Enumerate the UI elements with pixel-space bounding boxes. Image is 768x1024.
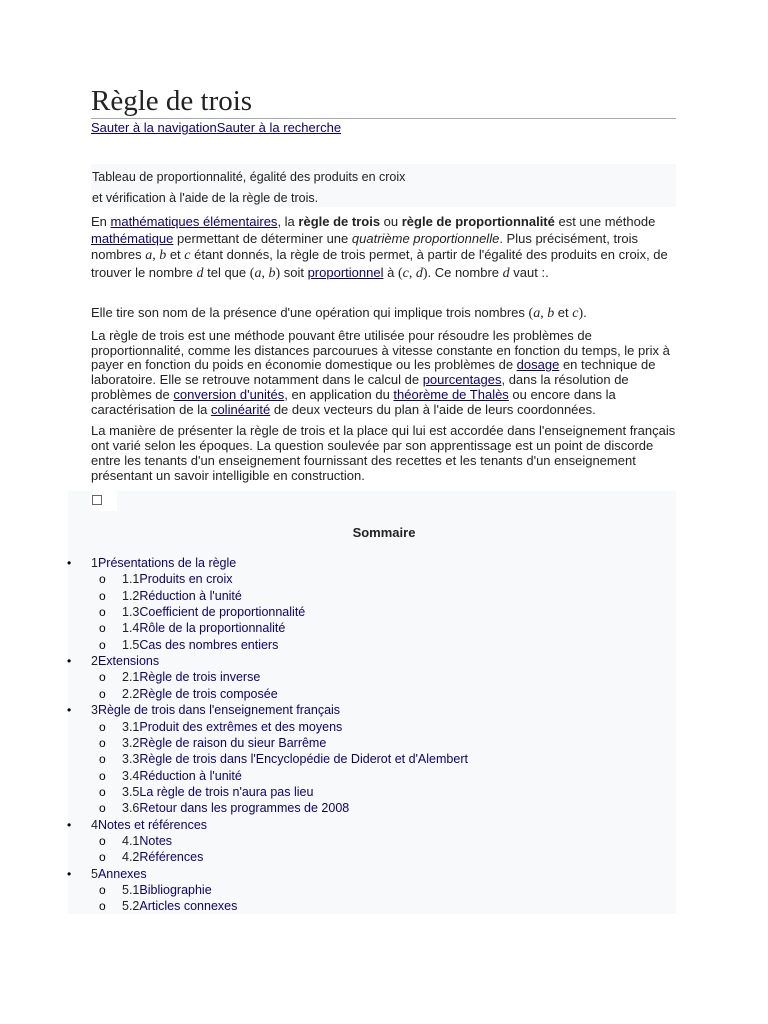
text: et: [166, 247, 185, 262]
link-mathematique[interactable]: mathématique: [91, 230, 174, 246]
toc-item-label[interactable]: Extensions: [97, 654, 160, 669]
toc-item-number: 5.1: [122, 883, 140, 897]
toc-item-label[interactable]: Rôle de la proportionnalité: [139, 621, 286, 636]
text: de deux vecteurs du plan à l'aide de leurs coordonnées.: [270, 401, 596, 417]
circle-bullet-icon: o: [99, 621, 106, 636]
text: vaut :.: [509, 264, 549, 280]
circle-bullet-icon: o: [99, 850, 106, 865]
link-proportionnel[interactable]: proportionnel: [307, 264, 384, 280]
paragraph-4: [91, 424, 676, 484]
circle-bullet-icon: o: [99, 588, 106, 603]
toc-title: Sommaire: [352, 525, 416, 540]
math-pair-ab: (a, b): [249, 265, 281, 281]
image-caption: [91, 164, 676, 207]
text: soit: [280, 264, 308, 280]
toc-item-number: 1.3: [122, 605, 140, 620]
text: , en application du: [284, 386, 394, 402]
toc-item-number: 2: [91, 654, 98, 669]
page-title: Règle de trois: [91, 84, 676, 119]
text: . Ce nombre: [427, 264, 503, 280]
toc-item-number: 1.2: [122, 588, 140, 603]
jump-links: [91, 120, 341, 135]
text: , dans la résolution de problèmes de: [91, 372, 629, 402]
circle-bullet-icon: o: [99, 670, 106, 685]
text: . Plus précisément, trois nombres: [91, 230, 639, 262]
text: permettant de déterminer une: [173, 230, 352, 246]
toc-item-label[interactable]: Règle de raison du sieur Barrême: [139, 735, 327, 750]
toc-item-label[interactable]: Règle de trois dans l'enseignement français: [97, 703, 341, 718]
toc-item-label[interactable]: Réduction à l'unité: [139, 588, 242, 603]
link-dosage[interactable]: dosage: [516, 357, 560, 373]
toc-item-label[interactable]: Produits en croix: [139, 572, 233, 587]
toc-item-label[interactable]: Retour dans les programmes de 2008: [139, 801, 350, 816]
math-pair-cd: (c, d): [397, 265, 428, 281]
circle-bullet-icon: o: [99, 752, 106, 767]
paragraph-4-text: La manière de présenter la règle de trois et la place qui lui est accordée dans l'enseignement français ont varié selon les époques. La question soulevée par son apprentissage est un point de discorde entre les tenants d'un enseignement fournissant des recettes et les tenants d'un enseignement présentant un savoir intelligible en construction.: [91, 423, 676, 483]
toc-item-number: 3.2: [122, 735, 140, 750]
toc-item-label[interactable]: Règle de trois dans l'Encyclopédie de Diderot et d'Alembert: [139, 752, 468, 767]
toc-item-label[interactable]: Articles connexes: [139, 899, 238, 914]
text: en technique de laboratoire. Elle se retrouve notamment dans le calcul de: [91, 357, 656, 388]
toc-item-label[interactable]: Bibliographie: [139, 883, 212, 897]
circle-bullet-icon: o: [99, 572, 106, 587]
caption-line-1: Tableau de proportionnalité, égalité des produits en croix: [92, 170, 406, 184]
toc-item-label[interactable]: Présentations de la règle: [97, 556, 237, 570]
circle-bullet-icon: o: [99, 686, 106, 701]
toc-item-number: 5: [91, 866, 98, 881]
bullet-icon: •: [67, 703, 72, 718]
toc-item-label[interactable]: Règle de trois composée: [139, 686, 278, 701]
circle-bullet-icon: o: [99, 899, 106, 914]
toc-item-number: 1.5: [122, 637, 140, 652]
text: En: [91, 214, 111, 229]
circle-bullet-icon: o: [99, 801, 106, 816]
circle-bullet-icon: o: [99, 637, 106, 652]
text: , la: [277, 214, 299, 229]
toc-item-number: 1: [91, 556, 98, 570]
toc-item-number: 4.2: [122, 850, 140, 865]
toc-item-number: 3.5: [122, 784, 140, 799]
circle-bullet-icon: o: [99, 719, 106, 734]
toc-item-label[interactable]: Produit des extrêmes et des moyens: [139, 719, 343, 734]
toc-item-number: 1.4: [122, 621, 140, 636]
jump-to-search-link[interactable]: Sauter à la recherche: [216, 120, 342, 135]
bullet-icon: •: [67, 654, 72, 669]
text: La règle de trois est une méthode pouvant être utilisée pour résoudre les problèmes de proportionnalité, comme les distances parcourues à vitesse constante en fonction du temps, le prix à payer en fonction du poids en économie domestique ou les problèmes de: [91, 328, 670, 373]
toc-item-number: 4: [91, 817, 98, 832]
toc-item-number: 2.2: [122, 686, 140, 701]
toc-item-number: 2.1: [122, 670, 140, 685]
circle-bullet-icon: o: [99, 883, 106, 897]
text: tel que: [203, 264, 250, 280]
circle-bullet-icon: o: [99, 768, 106, 783]
toc-item-label[interactable]: Règle de trois inverse: [139, 670, 261, 685]
text: Elle tire son nom de la présence d'une opération qui implique trois nombres: [91, 305, 529, 320]
link-mathematiques-elementaires[interactable]: mathématiques élémentaires: [110, 214, 278, 229]
intro-paragraph: En mathématiques élémentaires, la règle de trois ou règle de proportionnalité est une méthode mathématique permettant de déterminer une quatrième proportionnelle. Plus précisément, trois nombres a, b et c étant donnés, la règle de trois permet, à partir de l'égalité des produits en croix, de trouver le nombre d tel que (a, b) soit proportionnel à (c, d). Ce nombre d vaut :.: [91, 214, 668, 281]
toc-item-label[interactable]: La règle de trois n'aura pas lieu: [139, 784, 314, 799]
toc-item-number: 3.1: [122, 719, 140, 734]
circle-bullet-icon: o: [99, 605, 106, 620]
text: ou: [380, 214, 402, 229]
bullet-icon: •: [67, 817, 72, 832]
math-abc: (a, b: [528, 306, 555, 321]
bullet-icon: •: [67, 866, 72, 881]
toc-item-label[interactable]: Coefficient de proportionnalité: [139, 605, 306, 620]
link-pourcentages[interactable]: pourcentages: [422, 372, 502, 388]
text: et: [554, 305, 573, 320]
toc-item-label[interactable]: Références: [139, 850, 204, 865]
toc-item-number: 4.1: [122, 833, 140, 848]
paragraph-2: Elle tire son nom de la présence d'une opération qui implique trois nombres (a, b et c).: [91, 305, 587, 321]
circle-bullet-icon: o: [99, 784, 106, 799]
text: étant donnés, la règle de trois permet, à partir de l'égalité des produits en croix, de trouver le nombre: [91, 247, 668, 280]
math-a-b: a: [145, 248, 153, 263]
math-d: d: [196, 265, 204, 281]
italic-term: quatrième proportionnelle: [351, 230, 500, 246]
circle-bullet-icon: o: [99, 735, 106, 750]
toc-item-label[interactable]: Cas des nombres entiers: [139, 637, 279, 652]
toc-item-number: 3.6: [122, 801, 140, 816]
toc-item-number: 1.1: [122, 572, 140, 587]
toc-item-label[interactable]: Notes et références: [97, 817, 208, 832]
paragraph-3: [91, 329, 676, 417]
toc-item-number: 3.3: [122, 752, 140, 767]
link-theoreme-thales[interactable]: théorème de Thalès: [393, 386, 509, 402]
toc-toggle-checkbox[interactable]: [92, 495, 102, 505]
math-c: c: [184, 248, 191, 263]
toc-item-number: 3: [91, 703, 98, 718]
link-conversion-unites[interactable]: conversion d'unités: [173, 386, 285, 402]
jump-to-navigation-link[interactable]: Sauter à la navigation: [91, 120, 217, 135]
toc-item-label[interactable]: Notes: [139, 833, 173, 848]
toc-item-label[interactable]: Annexes: [97, 866, 147, 881]
text: à: [383, 264, 398, 280]
text: ou encore dans la caractérisation de la: [91, 386, 616, 417]
link-colinearite[interactable]: colinéarité: [210, 401, 271, 417]
bold-term: règle de proportionnalité: [401, 214, 555, 229]
math-d: d: [502, 265, 510, 281]
bullet-icon: •: [67, 556, 72, 570]
text: est une méthode: [554, 214, 656, 229]
text: .: [583, 305, 587, 320]
toc-item-number: 5.2: [122, 899, 140, 914]
caption-line-2: et vérification à l'aide de la règle de trois.: [92, 191, 319, 205]
toc-item-number: 3.4: [122, 768, 140, 783]
bold-term: règle de trois: [298, 214, 381, 229]
toc-item-label[interactable]: Réduction à l'unité: [139, 768, 242, 783]
circle-bullet-icon: o: [99, 833, 106, 848]
